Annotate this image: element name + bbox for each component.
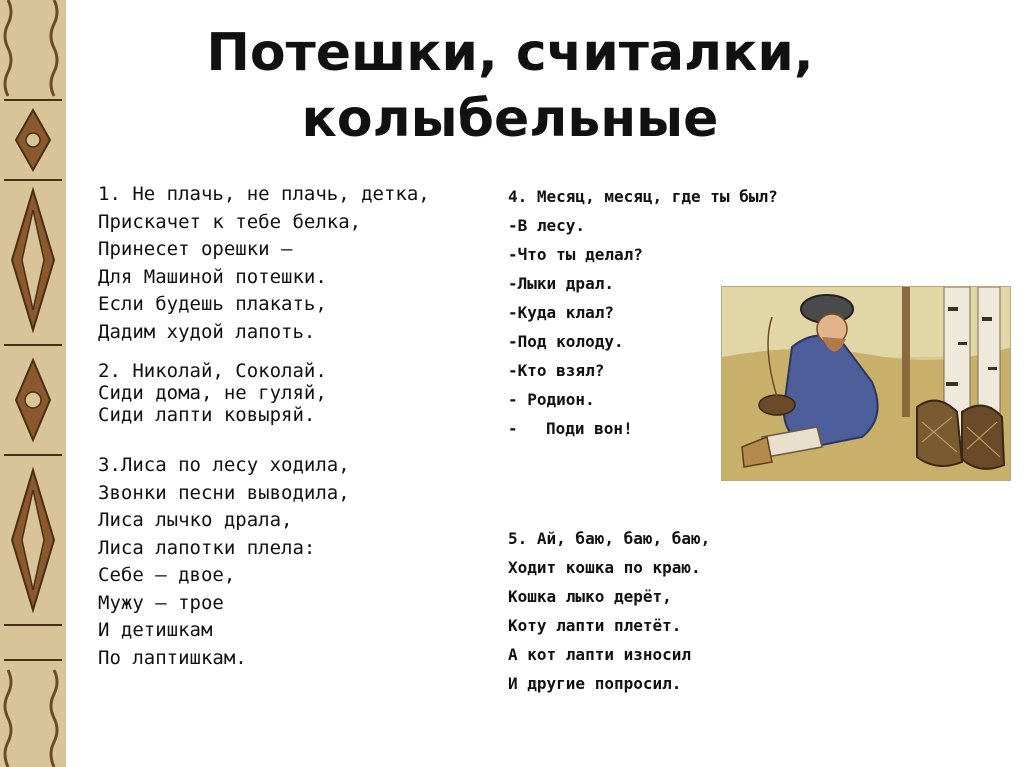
rhyme-line: 5. Ай, баю, баю, баю, <box>508 529 711 548</box>
rhyme-line: -Куда клал? <box>508 303 614 322</box>
rhyme-line: Мужу – трое <box>98 591 224 614</box>
ornament-pattern-icon <box>0 0 66 767</box>
rhyme-line: Звонки песни выводила, <box>98 481 350 504</box>
rhyme-line: Лиса лычко драла, <box>98 509 293 531</box>
rhyme-5 <box>508 524 710 698</box>
rhyme-line: Для Машиной потешки. <box>98 265 327 288</box>
rhyme-3 <box>98 452 498 672</box>
rhyme-line: Прискачет к тебе белка, <box>98 210 362 233</box>
rhyme-line: Кошка лыко дерёт, <box>508 587 672 606</box>
rhyme-line: 1. Не плачь, не плачь, детка, <box>98 183 430 205</box>
rhyme-line-text: Поди вон! <box>546 419 633 438</box>
rhyme-line: А кот лапти износил <box>508 645 692 664</box>
rhyme-line: -Что ты делал? <box>508 245 643 264</box>
old-man-picture <box>722 287 1011 481</box>
illustration-old-man-weaving-bast-shoes <box>721 286 1011 481</box>
rhyme-line: Сиди дома, не гуляй, <box>98 382 327 404</box>
rhyme-2 <box>98 360 498 426</box>
rhyme-line: -Под колоду. <box>508 332 624 351</box>
rhyme-line: Лиса лапотки плела: <box>98 536 316 559</box>
rhyme-line: Сиди лапти ковыряй. <box>98 404 316 426</box>
decorative-border <box>0 0 66 767</box>
rhyme-line: Если будешь плакать, <box>98 293 327 315</box>
rhyme-line: И другие попросил. <box>508 674 682 693</box>
title-line-1: Потешки, считалки, <box>206 23 814 83</box>
rhyme-line: Дадим худой лапоть. <box>98 320 316 343</box>
page-title <box>130 20 890 152</box>
rhyme-line: 4. Месяц, месяц, где ты был? <box>508 187 778 206</box>
left-column <box>98 181 498 672</box>
dash-mark: - <box>508 419 518 438</box>
rhyme-line: Коту лапти плетёт. <box>508 616 682 635</box>
title-line-2: колыбельные <box>301 89 719 149</box>
rhyme-line: Ходит кошка по краю. <box>508 558 701 577</box>
rhyme-line: -Кто взял? <box>508 361 605 380</box>
rhyme-line: -В лесу. <box>508 216 586 235</box>
rhyme-line: - Родион. <box>508 390 595 409</box>
rhyme-line: 3.Лиса по лесу ходила, <box>98 454 350 476</box>
rhyme-1 <box>98 181 498 346</box>
rhyme-line: 2. Николай, Соколай. <box>98 360 327 382</box>
rhyme-line: -Лыки драл. <box>508 274 614 293</box>
rhyme-line: Принесет орешки – <box>98 238 293 260</box>
rhyme-line: И детишкам <box>98 619 213 641</box>
rhyme-line: Себе – двое, <box>98 564 236 586</box>
rhyme-line: По лаптишкам. <box>98 646 247 669</box>
